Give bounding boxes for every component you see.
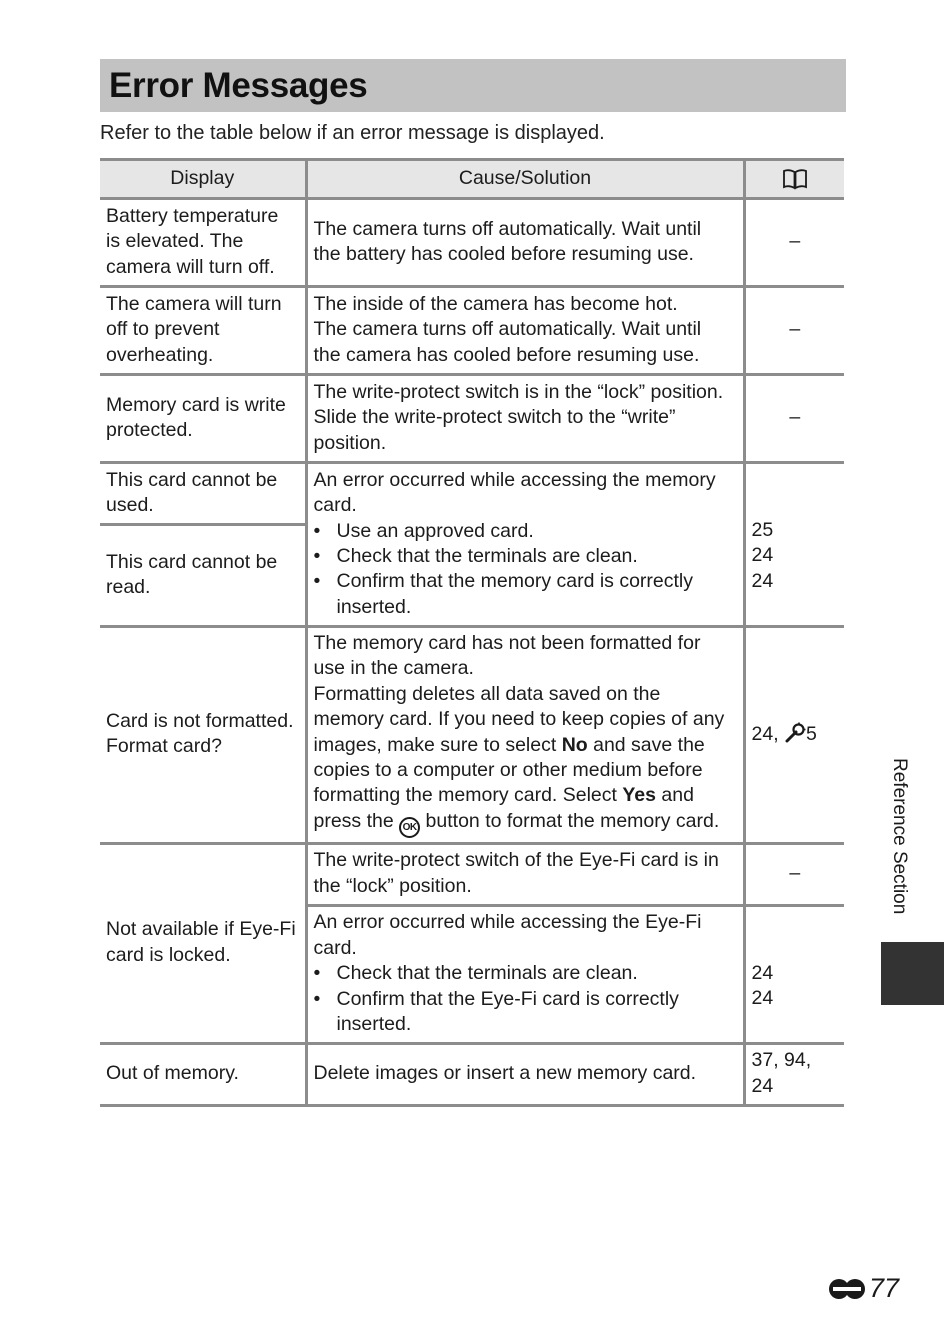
table-row: [100, 627, 844, 844]
cause-cell: The camera turns off automatically. Wait until the battery has cooled before resuming use.: [306, 199, 744, 287]
list-item: • Use an approved card.: [313, 519, 534, 542]
option-no: No: [561, 733, 588, 756]
cause-cell: An error occurred while accessing the memory card. • Use an approved card. • Check that the terminals are clean. • Confirm that the memory card is correctly inserted.: [306, 463, 744, 627]
header-reference: [744, 160, 844, 199]
list-item: • Confirm that the Eye-Fi card is correctly inserted.: [313, 987, 679, 1035]
reference-cell: –: [744, 843, 844, 905]
page-number: 77: [827, 1273, 899, 1304]
header-display: Display: [100, 160, 306, 199]
list-item: • Check that the terminals are clean.: [313, 962, 638, 985]
option-yes: Yes: [622, 784, 656, 807]
display-cell: Battery temperature is elevated. The camera will turn off.: [100, 199, 306, 287]
display-cell: Card is not formatted. Format card?: [100, 627, 306, 844]
table-row: [100, 463, 844, 525]
page-title: Error Messages: [109, 65, 368, 105]
e-section-icon: [827, 1276, 867, 1302]
reference-cell: 25 24 24: [744, 463, 844, 627]
reference-cell: 24, 5: [744, 627, 844, 844]
header-cause-solution: Cause/Solution: [306, 160, 744, 199]
book-icon: [782, 168, 808, 190]
wrench-icon: [784, 722, 806, 744]
table-row: [100, 1043, 844, 1105]
table-header-row: [100, 160, 844, 199]
section-label: Reference Section: [889, 758, 910, 915]
intro-text: Refer to the table below if an error message is displayed.: [100, 122, 605, 144]
cause-cell: The write-protect switch of the Eye-Fi card is in the “lock” position.: [306, 843, 744, 905]
cause-cell: An error occurred while accessing the Eye-Fi card. • Check that the terminals are clean. • Confirm that the Eye-Fi card is correctly inserted.: [306, 905, 744, 1043]
display-cell: Memory card is write protected.: [100, 375, 306, 463]
table-row: [100, 287, 844, 375]
title-bar: [100, 59, 846, 112]
list-item: • Check that the terminals are clean.: [313, 545, 638, 567]
reference-cell: 24 24: [744, 905, 844, 1043]
ok-button-icon: OK: [399, 817, 420, 838]
error-messages-table: [100, 158, 844, 1107]
cause-cell: The memory card has not been formatted for use in the camera. Formatting deletes all data saved on the memory card. If you need to keep copies of any images, make sure to select No and save the copies to a computer or other medium before formatting the memory card. Select Yes and press the OK button to format the memory card.: [306, 627, 744, 844]
table-row: [100, 199, 844, 287]
cause-cell: Delete images or insert a new memory card.: [306, 1043, 744, 1105]
table-row: [100, 375, 844, 463]
display-cell: Not available if Eye-Fi card is locked.: [100, 843, 306, 1043]
list-item: • Confirm that the memory card is correctly inserted.: [313, 570, 694, 618]
section-tab: [881, 942, 944, 1005]
display-cell: This card cannot be used.: [100, 463, 306, 525]
table-row: [100, 843, 844, 905]
display-cell: This card cannot be read.: [100, 525, 306, 627]
reference-cell: –: [744, 199, 844, 287]
display-cell: Out of memory.: [100, 1043, 306, 1105]
display-cell: The camera will turn off to prevent overheating.: [100, 287, 306, 375]
reference-cell: 37, 94, 24: [744, 1043, 844, 1105]
cause-cell: The write-protect switch is in the “lock” position. Slide the write-protect switch to the “write” position.: [306, 375, 744, 463]
reference-cell: –: [744, 375, 844, 463]
cause-cell: The inside of the camera has become hot. The camera turns off automatically. Wait until the camera has cooled before resuming use.: [306, 287, 744, 375]
reference-cell: –: [744, 287, 844, 375]
